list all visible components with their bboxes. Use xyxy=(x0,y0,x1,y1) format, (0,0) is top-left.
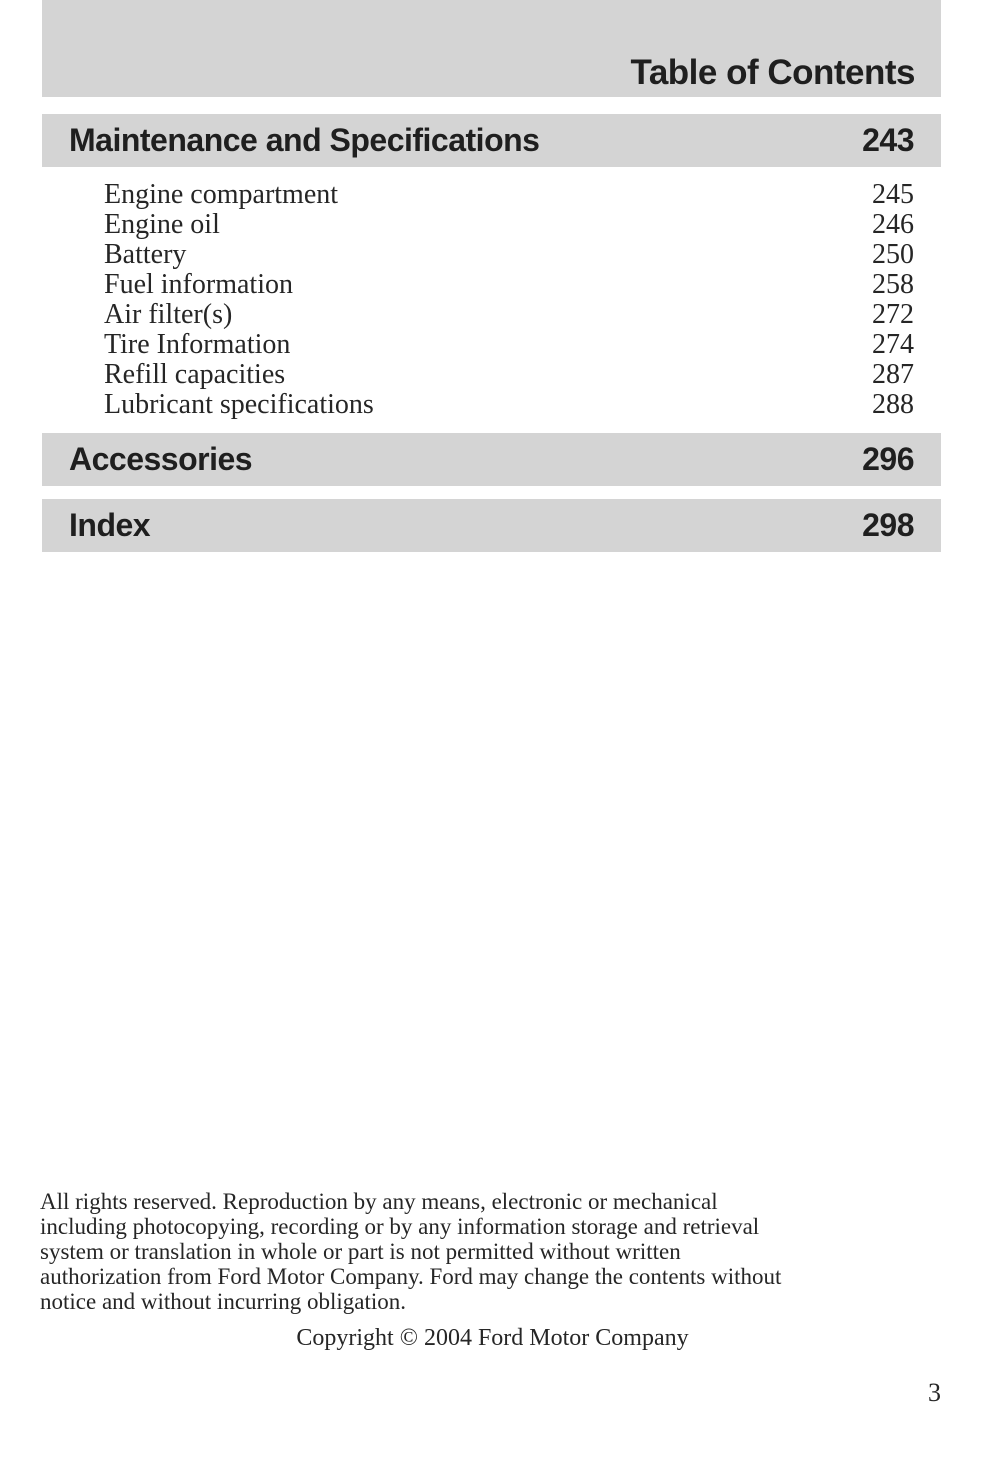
legal-notice-line: including photocopying, recording or by any information storage and retrieval xyxy=(40,1214,760,1239)
toc-entry xyxy=(104,300,914,330)
section-label: Maintenance and Specifications xyxy=(69,122,540,158)
toc-entry-label: Fuel information xyxy=(104,269,293,300)
section-label: Accessories xyxy=(69,441,253,477)
section-label: Index xyxy=(69,507,151,543)
section-bar-accessories xyxy=(42,433,941,486)
section-page-number: 298 xyxy=(862,507,914,543)
toc-entry-page: 250 xyxy=(872,239,914,270)
section-page-number: 243 xyxy=(862,122,914,158)
toc-entry-label: Tire Information xyxy=(104,329,291,360)
toc-entry-page: 274 xyxy=(872,329,914,360)
legal-notice-line: system or translation in whole or part is not permitted without written xyxy=(40,1239,681,1264)
toc-entry xyxy=(104,360,914,390)
legal-notice-line: notice and without incurring obligation. xyxy=(40,1289,407,1314)
toc-entry-label: Battery xyxy=(104,239,187,270)
toc-entry-label: Engine compartment xyxy=(104,179,339,210)
toc-entry-list xyxy=(42,167,941,420)
page-number: 3 xyxy=(928,1378,941,1407)
toc-entry-page: 245 xyxy=(872,179,914,210)
toc-entry-label: Lubricant specifications xyxy=(104,389,374,420)
toc-entry-page: 272 xyxy=(872,299,914,330)
toc-entry xyxy=(104,270,914,300)
section-bar-index xyxy=(42,499,941,552)
toc-entry-label: Refill capacities xyxy=(104,359,286,390)
section-bar-maintenance xyxy=(42,114,941,167)
toc-entry xyxy=(104,210,914,240)
page-title: Table of Contents xyxy=(630,53,915,92)
page-header-bar xyxy=(42,0,941,97)
section-page-number: 296 xyxy=(862,441,914,477)
toc-entry xyxy=(104,240,914,270)
toc-entry xyxy=(104,330,914,360)
legal-notice-line: authorization from Ford Motor Company. Ford may change the contents without xyxy=(40,1264,782,1289)
toc-entry-label: Air filter(s) xyxy=(104,299,233,330)
toc-entry-page: 287 xyxy=(872,359,914,390)
toc-entry xyxy=(104,180,914,210)
toc-entry-page: 258 xyxy=(872,269,914,300)
toc-entry-page: 246 xyxy=(872,209,914,240)
toc-entry xyxy=(104,390,914,420)
legal-notice xyxy=(40,1189,950,1314)
copyright-line: Copyright © 2004 Ford Motor Company xyxy=(296,1325,689,1351)
toc-entry-page: 288 xyxy=(872,389,914,420)
toc-entry-label: Engine oil xyxy=(104,209,220,240)
legal-notice-line: All rights reserved. Reproduction by any means, electronic or mechanical xyxy=(40,1189,718,1214)
